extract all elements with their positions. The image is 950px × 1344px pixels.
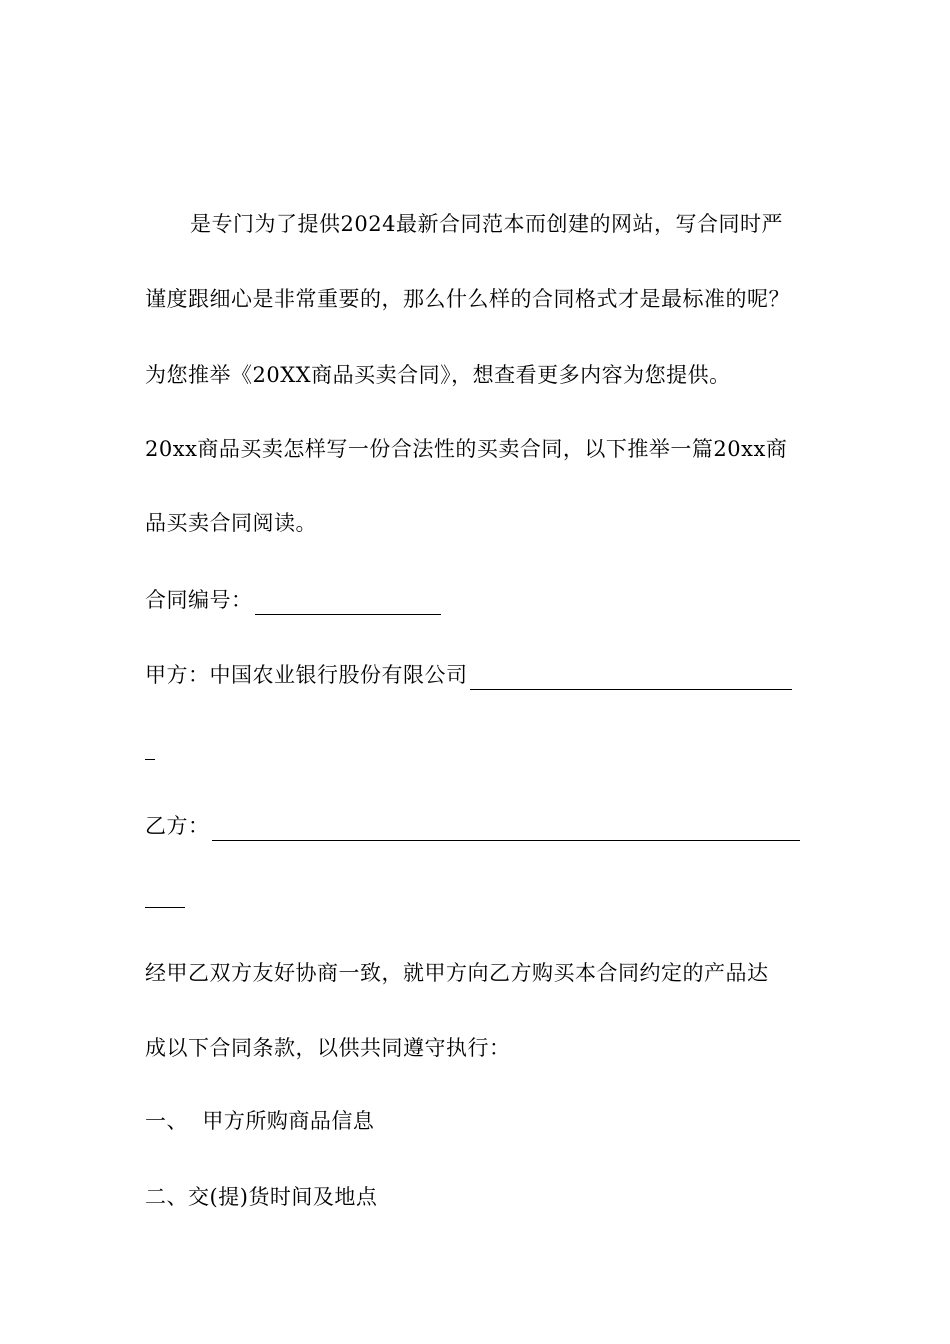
agreement-line-2: 成以下合同条款，以供共同遵守执行： [145, 1036, 511, 1060]
contract-number-label: 合同编号： [145, 588, 253, 612]
contract-number-row [145, 585, 441, 615]
intro-line-4: 20xx商品买卖怎样写一份合法性的买卖合同，以下推举一篇20xx商 [145, 437, 788, 461]
party-b-blank [212, 819, 800, 841]
party-b-blank-continuation [145, 906, 185, 908]
agreement-line-1: 经甲乙双方友好协商一致，就甲方向乙方购买本合同约定的产品达 [145, 961, 769, 985]
party-b-label: 乙方： [145, 814, 210, 838]
section-heading-2: 二、交(提)货时间及地点 [145, 1185, 378, 1209]
intro-line-2: 谨度跟细心是非常重要的，那么什么样的合同格式才是最标准的呢？ [145, 287, 790, 311]
contract-number-blank [255, 593, 441, 615]
party-b-row [145, 811, 800, 841]
section-heading-1: 一、 甲方所购商品信息 [145, 1109, 375, 1133]
intro-line-1: 是专门为了提供2024最新合同范本而创建的网站，写合同时严 [190, 212, 783, 236]
intro-line-5: 品买卖合同阅读。 [145, 511, 317, 535]
party-a-blank [470, 668, 792, 690]
party-a-row [145, 660, 792, 690]
party-a-blank-continuation [145, 758, 155, 760]
intro-line-3: 为您推举《20XX商品买卖合同》，想查看更多内容为您提供。 [145, 363, 731, 387]
party-a-label: 甲方：中国农业银行股份有限公司 [145, 663, 468, 687]
